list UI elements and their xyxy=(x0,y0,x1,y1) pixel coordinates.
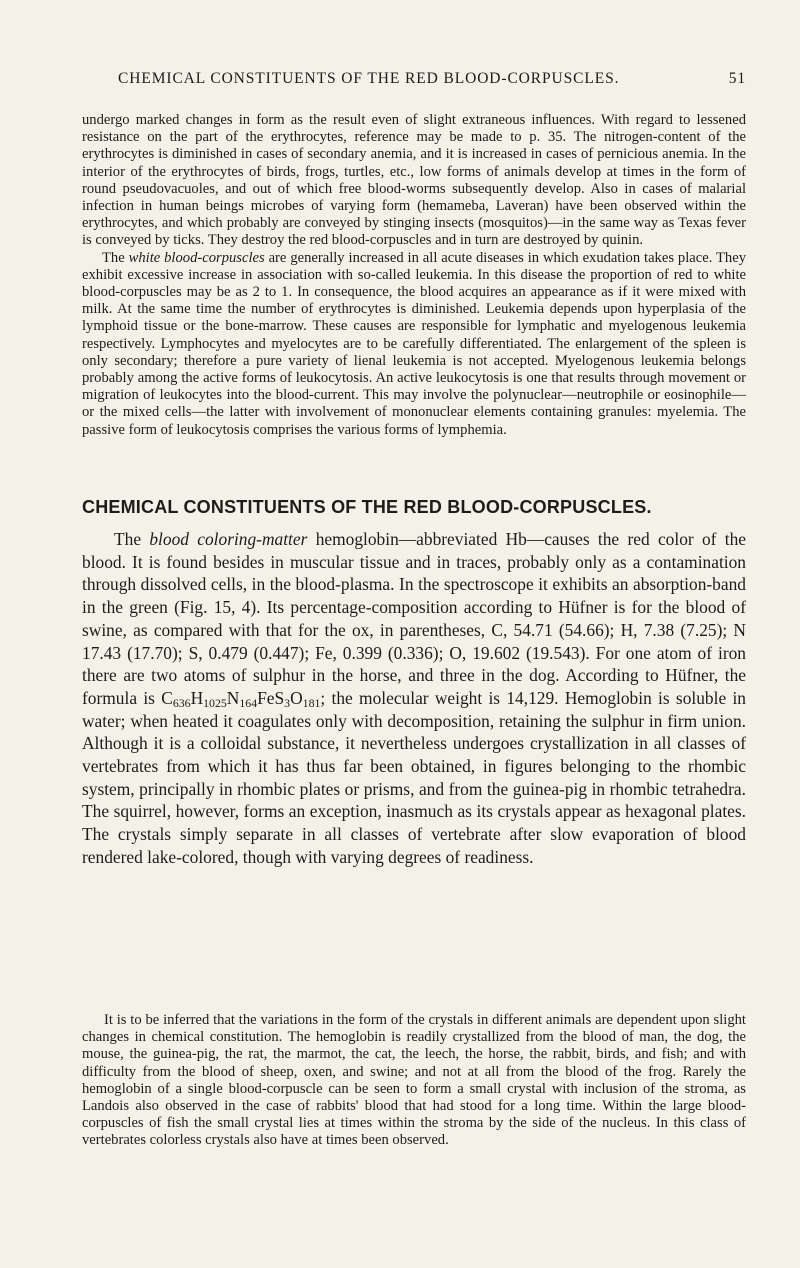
blood-coloring-matter-term: blood coloring-matter xyxy=(149,529,308,549)
small-print-note xyxy=(82,1012,746,1150)
intro-paragraph-2 xyxy=(82,250,746,439)
section-heading: CHEMICAL CONSTITUENTS OF THE RED BLOOD-CORPUSCLES. xyxy=(82,497,652,517)
intro-paragraph-2-rest: are generally increased in all acute diseases in which exudation takes place. They exhibit excessive increase in association with so-called leukemia. In this disease the proportion of red to white blood-corpuscles may be as 2 to 1. In consequence, the blood acquires an appearance as if it were mixed with milk. At the same time the number of erythrocytes is diminished. Leukemia depends upon hyperplasia of the lymphoid tissue or the bone-marrow. These causes are responsible for lymphatic and myelogenous leukemia respectively. Lymphocytes and myelocytes are to be carefully differentiated. The enlargement of the spleen is only secondary; therefore a pure variety of lienal leukemia is not accepted. Myelogenous leukemia belongs probably among the active forms of leukocytosis. An active leukocytosis is one that results through movement or migration of leukocytes into the blood-current. This may involve the polynuclear—neutrophile or eosinophile—or the mixed cells—the latter with involvement of mononuclear elements containing granules: myelemia. The passive form of leukocytosis comprises the various forms of lymphemia. xyxy=(82,249,746,438)
running-head xyxy=(82,70,746,92)
small-print-paragraph: It is to be inferred that the variations in the form of the crystals in different animals are dependent upon slight changes in chemical constitution. The hemoglobin is readily crystallized from the blood of man, the dog, the mouse, the guinea-pig, the rat, the marmot, the cat, the leech, the horse, the rabbit, birds, and fish; and with difficulty from the blood of sheep, oxen, and swine; and not at all from the blood of the frog. Rarely the hemoglobin of a single blood-corpuscle can be seen to form a small crystal with inclusion of the stroma, as Landois also observed in the case of rabbits' blood that had stood for a long time. Within the large blood-corpuscles of fish the small crystal lies at times within the stroma by the side of the nucleus. In this class of vertebrates colorless crystals also have at times been observed. xyxy=(82,1012,746,1149)
section-paragraph xyxy=(82,528,746,869)
white-blood-corpuscles-term: white blood-corpuscles xyxy=(128,249,265,266)
intro-paragraph-2-lead: The xyxy=(102,249,129,266)
section-text-b: ; the molecular weight is 14,129. Hemoglobin is soluble in water; when heated it coagulates only with decomposition, retaining the sulphur in firm union. Although it is a colloidal substance, it nevertheless undergoes crystallization in all classes of vertebrates from which it has thus far been obtained, in figures belonging to the rhombic system, principally in rhombic plates or prisms, and from the guinea-pig in rhombic tetrahedra. The squirrel, however, forms an exception, inasmuch as its crystals appear as hexagonal plates. The crystals simply separate in all classes of vertebrate after slow evaporation of blood rendered lake-colored, though with varying degrees of readiness. xyxy=(82,687,746,867)
section-body xyxy=(82,528,746,869)
section-text-a: hemoglobin—abbreviated Hb—causes the red color of the blood. It is found besides in muscular tissue and in traces, probably only as a contamination through dissolved cells, in the blood-plasma. In the spectroscope it exhibits an absorption-band in the green (Fig. 15, 4). Its percentage-composition according to Hüfner is for the blood of swine, as compared with that for the ox, in parentheses, C, 54.71 (54.66); H, 7.38 (7.25); N 17.43 (17.70); S, 0.479 (0.447); Fe, 0.399 (0.336); O, 19.602 (19.543). For one atom of iron there are two atoms of sulphur in the horse, and three in the dog. According to Hüfner, the formula is xyxy=(82,529,747,708)
intro-text xyxy=(82,112,746,439)
section-lead: The xyxy=(114,529,150,549)
page-number: 51 xyxy=(728,70,746,87)
intro-paragraph-1: undergo marked changes in form as the result even of slight extraneous influences. With regard to lessened resistance on the part of the erythrocytes, reference may be made to p. 35. The nitrogen-content of the erythrocytes is diminished in cases of secondary anemia, and it is increased in cases of pernicious anemia. In the interior of the erythrocytes of birds, frogs, turtles, etc., low forms of animals develop at times in the form of round pseudovacuoles, and out of which free blood-worms subsequently develop. Also in cases of malarial infection in human beings microbes of varying form (hemameba, Laveran) have been observed within the erythrocytes, and which probably are conveyed by stinging insects (mosquitos)—in the same way as Texas fever is conveyed by ticks. They destroy the red blood-corpuscles and in turn are destroyed by quinin. xyxy=(82,112,746,249)
running-head-title: CHEMICAL CONSTITUENTS OF THE RED BLOOD-CORPUSCLES. xyxy=(118,70,620,87)
hemoglobin-formula: $C_{636}H_{1025}N_{164}FeS_3O_{181}$ xyxy=(161,687,321,710)
